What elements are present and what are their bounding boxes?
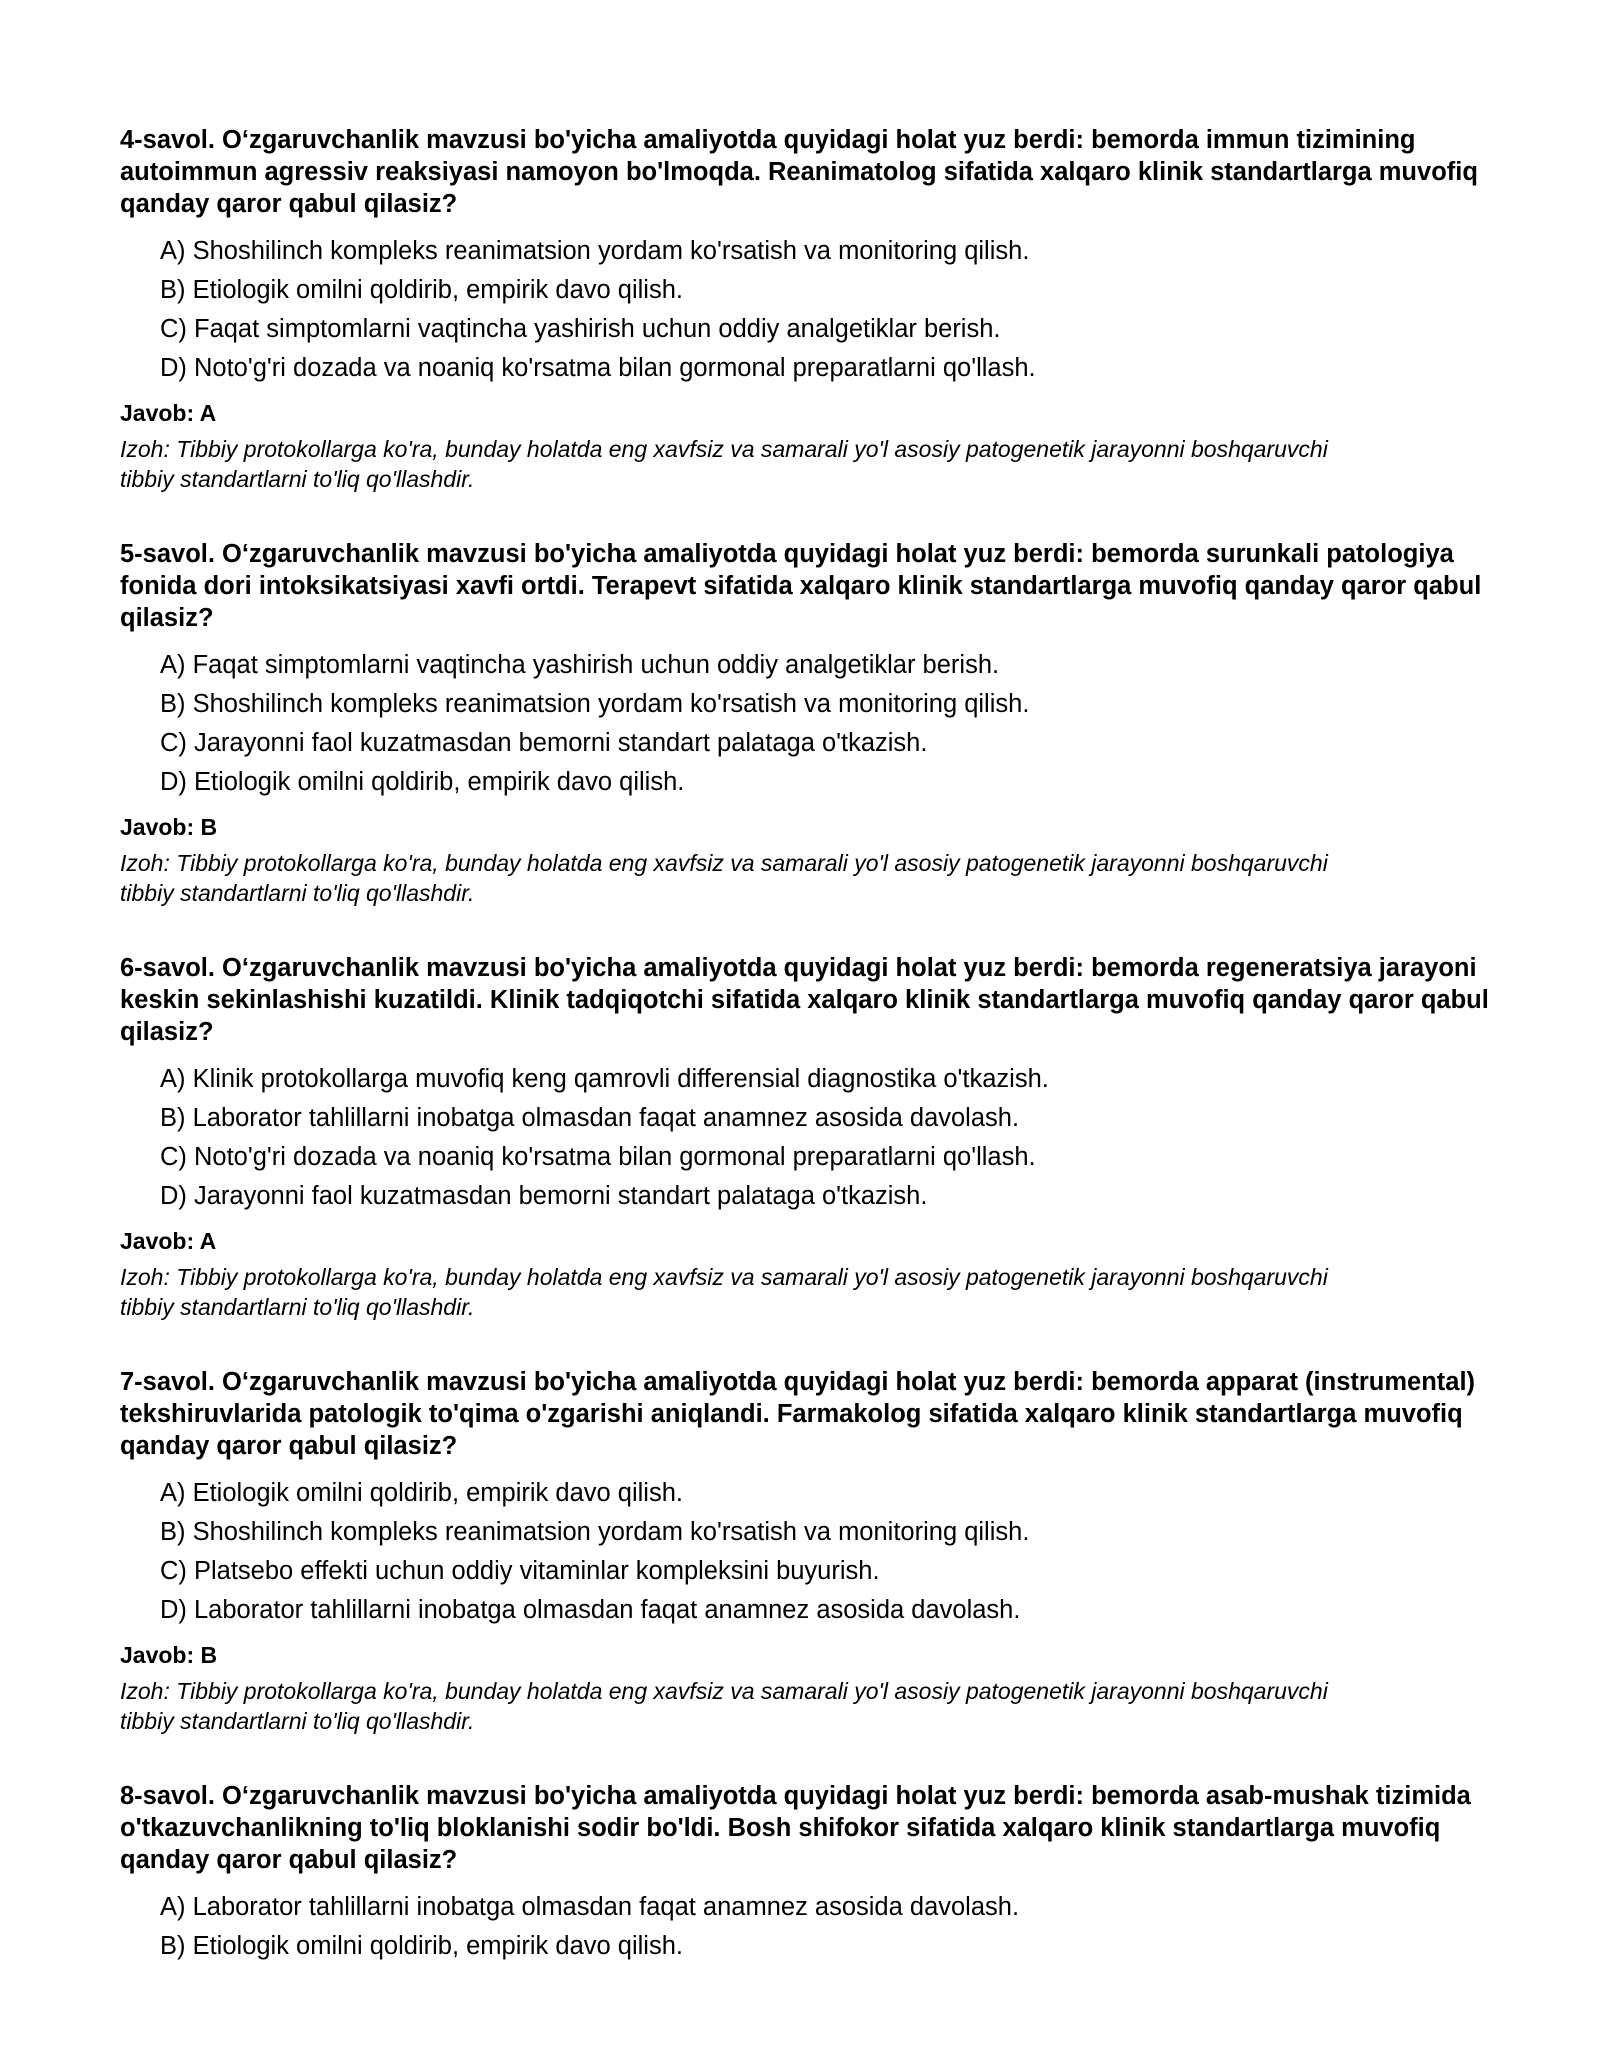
- option-d: D) Jarayonni faol kuzatmasdan bemorni standart palataga o'tkazish.: [160, 1182, 928, 1210]
- options-list: [120, 232, 1490, 388]
- explanation-note: Izoh: Tibbiy protokollarga ko'ra, bunday holatda eng xavfsiz va samarali yo'l asosiy patogenetik jarayonni boshqaruvchi tibbiy standartlarni to'liq qo'llashdir.: [120, 1264, 1328, 1320]
- option-c: C) Jarayonni faol kuzatmasdan bemorni standart palataga o'tkazish.: [160, 729, 928, 757]
- option-c: C) Noto'g'ri dozada va noaniq ko'rsatma bilan gormonal preparatlarni qo'llash.: [160, 1143, 1036, 1171]
- question-text: 4-savol. O‘zgaruvchanlik mavzusi bo'yicha amaliyotda quyidagi holat yuz berdi: bemorda immun tizimining autoimmun agressiv reaksiyasi namoyon bo'lmoqda. Reanimatolog sifatida xalqaro klinik standartlarga muvofiq qanday qaror qabul qilasiz?: [120, 126, 1478, 218]
- option-b: B) Laborator tahlillarni inobatga olmasdan faqat anamnez asosida davolash.: [160, 1104, 1020, 1132]
- explanation-note: Izoh: Tibbiy protokollarga ko'ra, bunday holatda eng xavfsiz va samarali yo'l asosiy patogenetik jarayonni boshqaruvchi tibbiy standartlarni to'liq qo'llashdir.: [120, 850, 1328, 906]
- question-text: 8-savol. O‘zgaruvchanlik mavzusi bo'yicha amaliyotda quyidagi holat yuz berdi: bemorda asab-mushak tizimida o'tkazuvchanlikning to'liq bloklanishi sodir bo'ldi. Bosh shifokor sifatida xalqaro klinik standartlarga muvofiq qanday qaror qabul qilasiz?: [120, 1782, 1471, 1874]
- question-text: 7-savol. O‘zgaruvchanlik mavzusi bo'yicha amaliyotda quyidagi holat yuz berdi: bemorda apparat (instrumental) tekshiruvlarida patologik to'qima o'zgarishi aniqlandi. Farmakolog sifatida xalqaro klinik standartlarga muvofiq qanday qaror qabul qilasiz?: [120, 1368, 1476, 1460]
- question-text: 6-savol. O‘zgaruvchanlik mavzusi bo'yicha amaliyotda quyidagi holat yuz berdi: bemorda regeneratsiya jarayoni keskin sekinlashishi kuzatildi. Klinik tadqiqotchi sifatida xalqaro klinik standartlarga muvofiq qanday qaror qabul qilasiz?: [120, 954, 1489, 1046]
- answer: Javob: B: [120, 814, 218, 840]
- explanation-note: Izoh: Tibbiy protokollarga ko'ra, bunday holatda eng xavfsiz va samarali yo'l asosiy patogenetik jarayonni boshqaruvchi tibbiy standartlarni to'liq qo'llashdir.: [120, 436, 1328, 492]
- option-b: B) Shoshilinch kompleks reanimatsion yordam ko'rsatish va monitoring qilish.: [160, 690, 1030, 718]
- question-4: [120, 124, 1490, 494]
- option-b: B) Shoshilinch kompleks reanimatsion yordam ko'rsatish va monitoring qilish.: [160, 1518, 1030, 1546]
- option-a: A) Klinik protokollarga muvofiq keng qamrovli differensial diagnostika o'tkazish.: [160, 1065, 1049, 1093]
- option-a: A) Shoshilinch kompleks reanimatsion yordam ko'rsatish va monitoring qilish.: [160, 237, 1030, 265]
- option-c: C) Platsebo effekti uchun oddiy vitaminlar kompleksini buyurish.: [160, 1557, 880, 1585]
- explanation-note: Izoh: Tibbiy protokollarga ko'ra, bunday holatda eng xavfsiz va samarali yo'l asosiy patogenetik jarayonni boshqaruvchi tibbiy standartlarni to'liq qo'llashdir.: [120, 1678, 1328, 1734]
- answer: Javob: B: [120, 1642, 218, 1668]
- option-d: D) Noto'g'ri dozada va noaniq ko'rsatma bilan gormonal preparatlarni qo'llash.: [160, 354, 1036, 382]
- option-b: B) Etiologik omilni qoldirib, empirik davo qilish.: [160, 276, 683, 304]
- answer: Javob: A: [120, 1228, 217, 1254]
- option-b: B) Etiologik omilni qoldirib, empirik davo qilish.: [160, 1932, 683, 1960]
- options-list: [120, 1060, 1490, 1216]
- options-list: [120, 646, 1490, 802]
- options-list: [120, 1474, 1490, 1630]
- option-d: D) Laborator tahlillarni inobatga olmasdan faqat anamnez asosida davolash.: [160, 1596, 1021, 1624]
- question-6: [120, 952, 1490, 1322]
- answer: Javob: A: [120, 400, 217, 426]
- question-text: 5-savol. O‘zgaruvchanlik mavzusi bo'yicha amaliyotda quyidagi holat yuz berdi: bemorda surunkali patologiya fonida dori intoksikatsiyasi xavfi ortdi. Terapevt sifatida xalqaro klinik standartlarga muvofiq qanday qaror qabul qilasiz?: [120, 540, 1482, 632]
- option-c: C) Faqat simptomlarni vaqtincha yashirish uchun oddiy analgetiklar berish.: [160, 315, 1001, 343]
- question-8: [120, 1780, 1490, 1966]
- option-a: A) Laborator tahlillarni inobatga olmasdan faqat anamnez asosida davolash.: [160, 1893, 1020, 1921]
- options-list: [120, 1888, 1490, 1966]
- option-a: A) Etiologik omilni qoldirib, empirik davo qilish.: [160, 1479, 683, 1507]
- option-a: A) Faqat simptomlarni vaqtincha yashirish uchun oddiy analgetiklar berish.: [160, 651, 1000, 679]
- question-5: [120, 538, 1490, 908]
- option-d: D) Etiologik omilni qoldirib, empirik davo qilish.: [160, 768, 685, 796]
- question-7: [120, 1366, 1490, 1736]
- document-page: [120, 124, 1490, 2010]
